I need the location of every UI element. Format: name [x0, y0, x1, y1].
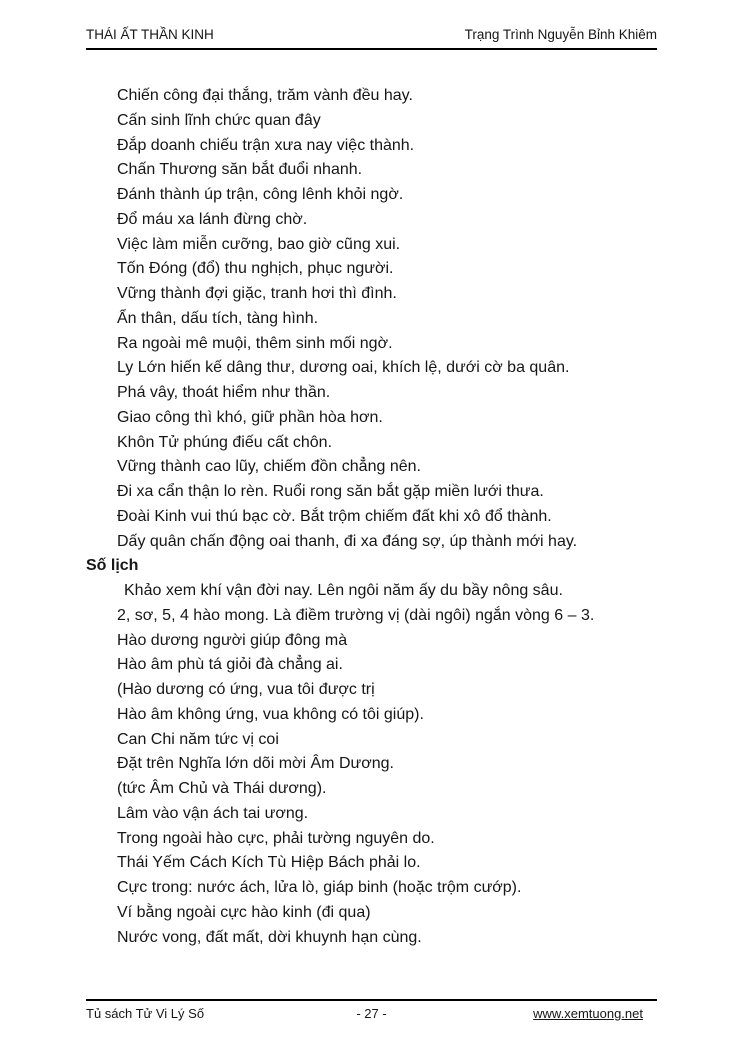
header-author: Trạng Trình Nguyễn Bỉnh Khiêm: [464, 27, 657, 42]
page-header: [86, 27, 657, 50]
text-line: Việc làm miễn cưỡng, bao giờ cũng xui.: [117, 235, 401, 253]
footer-series-title: Tủ sách Tử Vi Lý Số: [86, 1006, 205, 1021]
text-line: Ly Lớn hiến kế dâng thư, dương oai, khích lệ, dưới cờ ba quân.: [117, 359, 570, 377]
text-line: 2, sơ, 5, 4 hào mong. Là điềm trường vị (dài ngôi) ngắn vòng 6 – 3.: [117, 606, 595, 624]
text-line: Hào âm phù tá giỏi đà chẳng ai.: [117, 656, 343, 674]
text-line: Nước vong, đất mất, dời khuynh hạn cùng.: [117, 928, 422, 946]
text-line: Ẩn thân, dấu tích, tàng hình.: [117, 309, 319, 327]
text-line: Chấn Thương săn bắt đuổi nhanh.: [117, 161, 363, 179]
text-line: Vững thành đợi giặc, tranh hơi thì đình.: [117, 285, 397, 302]
text-line: Khảo xem khí vận đời nay. Lên ngôi năm ấy du bầy nông sâu.: [124, 582, 563, 599]
text-line: Đoài Kinh vui thú bạc cờ. Bắt trộm chiếm đất khi xô đổ thành.: [117, 507, 552, 525]
text-line: Chiến công đại thắng, trăm vành đều hay.: [117, 87, 413, 104]
text-line: Cực trong: nước ách, lửa lò, giáp binh (hoặc trộm cướp).: [117, 879, 522, 896]
text-line: Cấn sinh lĩnh chức quan đây: [117, 111, 321, 129]
text-line: Đắp doanh chiếu trận xưa nay việc thành.: [117, 136, 415, 154]
text-line: (tức Âm Chủ và Thái dương).: [117, 780, 327, 797]
text-line: Ví bằng ngoài cực hào kinh (đi qua): [117, 903, 371, 921]
text-line: Đánh thành úp trận, công lênh khỏi ngờ.: [117, 186, 404, 203]
text-line: Trong ngoài hào cực, phải tường nguyên do.: [117, 829, 435, 847]
text-line: Hào dương người giúp đông mà: [117, 631, 348, 649]
footer-page-number: - 27 -: [356, 1006, 387, 1021]
text-line: (Hào dương có ứng, vua tôi được trị: [117, 681, 375, 698]
section-heading: Số lịch: [86, 557, 139, 575]
text-line: Ra ngoài mê muội, thêm sinh mối ngờ.: [117, 334, 393, 352]
text-line: Lâm vào vận ách tai ương.: [117, 804, 309, 822]
text-line: Phá vây, thoát hiểm như thần.: [117, 384, 331, 401]
text-line: Tốn Đóng (đổ) thu nghịch, phục người.: [117, 260, 394, 278]
text-line: Đổ máu xa lánh đừng chờ.: [117, 210, 308, 228]
text-line: Khôn Tử phúng điếu cất chôn.: [117, 433, 333, 451]
text-line: Đặt trên Nghĩa lớn dõi mời Âm Dương.: [117, 755, 394, 773]
page-footer: [86, 999, 657, 1021]
document-lines: [86, 84, 686, 950]
text-line: Can Chi năm tức vị coi: [117, 730, 279, 748]
text-line: Vững thành cao lũy, chiếm đồn chẳng nên.: [117, 458, 421, 476]
footer-website-link[interactable]: www.xemtuong.net: [533, 1006, 643, 1021]
text-line: Hào âm không ứng, vua không có tôi giúp).: [117, 705, 424, 723]
text-line: Đi xa cẩn thận lo rèn. Ruổi rong săn bắt gặp miền lưới thưa.: [117, 483, 544, 500]
text-line: Thái Yếm Cách Kích Tù Hiệp Bách phải lo.: [117, 854, 421, 872]
text-line: Giao công thì khó, giữ phần hòa hơn.: [117, 408, 383, 426]
header-book-title: THÁI ẤT THẦN KINH: [86, 27, 214, 42]
text-line: Dấy quân chấn động oai thanh, đi xa đáng sợ, úp thành mới hay.: [117, 532, 578, 550]
